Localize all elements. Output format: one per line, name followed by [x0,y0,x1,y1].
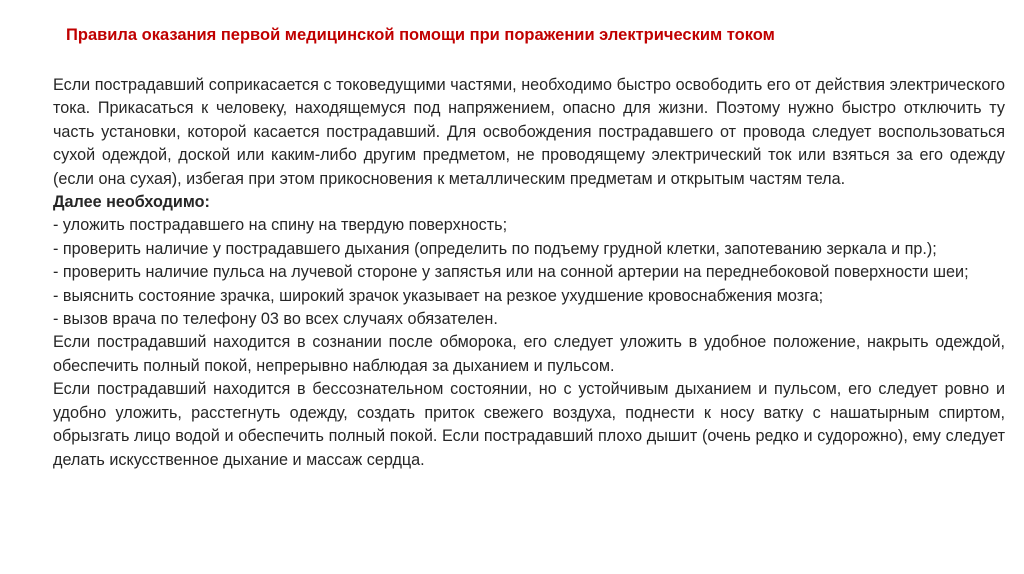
list-item-step-5: - вызов врача по телефону 03 во всех случаях обязателен. [53,310,498,329]
next-steps-heading: Далее необходимо: [53,193,210,212]
list-item-step-2: - проверить наличие у пострадавшего дыхания (определить по подъему грудной клетки, запотеванию зеркала и пр.); [53,239,937,258]
list-item-step-1: - уложить пострадавшего на спину на твердую поверхность; [53,216,508,235]
list-item-step-3: - проверить наличие пульса на лучевой стороне у запястья или на сонной артерии на переднебоковой поверхности шеи; [53,263,969,282]
page-title: Правила оказания первой медицинской помощи при поражении электрическим током [66,26,775,44]
list-item-step-4: - выяснить состояние зрачка, широкий зрачок указывает на резкое ухудшение кровоснабжения мозга; [53,286,824,305]
paragraph-intro: Если пострадавший соприкасается с токоведущими частями, необходимо быстро освободить его от действия электрического тока. Прикасаться к человеку, находящемуся под напряжением, опасно для жизни. Поэтому нужно быстро отключить ту часть установки, которой касается пострадавший. Для освобождения пострадавшего от провода следует воспользоваться сухой одеждой, доской или каким-либо другим предметом, не проводящему электрический ток или взяться за его одежду (если она сухая), избегая при этом прикосновения к металлическим предметам и открытым частям тела. [53,76,1005,188]
body-text [53,74,1005,472]
paragraph-unconscious: Если пострадавший находится в бессознательном состоянии, но с устойчивым дыханием и пульсом, его следует ровно и удобно уложить, расстегнуть одежду, создать приток свежего воздуха, поднести к носу ватку с нашатырным спиртом, обрызгать лицо водой и обеспечить полный покой. Если пострадавший плохо дышит (очень редко и судорожно), ему следует делать искусственное дыхание и массаж сердца. [53,380,1005,469]
paragraph-conscious: Если пострадавший находится в сознании после обморока, его следует уложить в удобное положение, накрыть одеждой, обеспечить полный покой, непрерывно наблюдая за дыханием и пульсом. [53,333,1005,375]
